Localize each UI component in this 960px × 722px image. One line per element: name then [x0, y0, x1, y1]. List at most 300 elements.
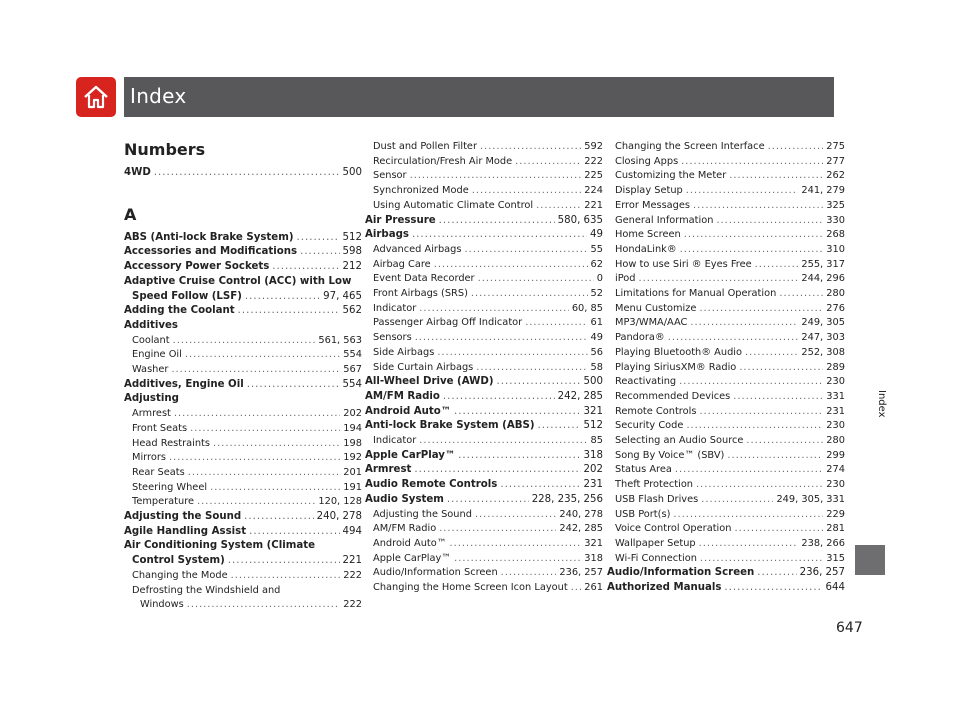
- index-entry-pages[interactable]: 58: [590, 361, 603, 373]
- index-entry-pages[interactable]: 201: [343, 466, 362, 478]
- index-entry-label: Event Data Recorder: [373, 273, 475, 285]
- index-entry[interactable]: [365, 243, 603, 258]
- index-entry[interactable]: [365, 537, 603, 552]
- index-entry-label: Additives, Engine Oil: [124, 378, 244, 390]
- dot-leader: [690, 316, 798, 331]
- index-entry-pages[interactable]: 494: [342, 525, 362, 537]
- index-entry-label: Recirculation/Fresh Air Mode: [373, 155, 513, 167]
- dot-leader: [681, 155, 823, 170]
- dot-leader: [779, 287, 823, 302]
- index-entry-pages[interactable]: 261: [584, 582, 603, 594]
- index-entry-label: Authorized Manuals: [607, 582, 722, 594]
- index-entry[interactable]: [365, 493, 603, 508]
- index-entry-label: Adjusting the Sound: [124, 511, 242, 523]
- dot-leader: [733, 390, 823, 405]
- index-entry[interactable]: [124, 539, 362, 554]
- dot-leader: [213, 437, 340, 452]
- index-entry[interactable]: [607, 243, 845, 258]
- dot-leader: [231, 569, 341, 584]
- index-entry-label: Rear Seats: [132, 466, 185, 478]
- index-entry-pages[interactable]: 325: [826, 199, 845, 211]
- index-entry-pages[interactable]: 56: [590, 346, 603, 358]
- index-entry[interactable]: [365, 522, 603, 537]
- side-tab-marker: [855, 545, 885, 575]
- dot-leader: [696, 478, 823, 493]
- index-entry[interactable]: [607, 434, 845, 449]
- dot-leader: [684, 228, 824, 243]
- index-entry[interactable]: [365, 508, 603, 523]
- dot-leader: [478, 272, 594, 287]
- index-entry[interactable]: [124, 451, 362, 466]
- index-entry[interactable]: [124, 348, 362, 363]
- index-entry-pages[interactable]: 580, 635: [557, 214, 603, 226]
- index-entry-label: Airbags: [365, 229, 409, 241]
- index-entry[interactable]: [365, 258, 603, 273]
- index-entry-pages[interactable]: 244, 296: [801, 273, 845, 285]
- index-entry[interactable]: [124, 407, 362, 422]
- index-entry-pages[interactable]: 567: [343, 364, 362, 376]
- dot-leader: [458, 449, 580, 464]
- index-entry-pages[interactable]: 97, 465: [323, 290, 362, 302]
- index-entry-label: iPod: [615, 273, 636, 285]
- index-entry[interactable]: [607, 155, 845, 170]
- index-entry[interactable]: [607, 449, 845, 464]
- index-entry-label: Display Setup: [615, 185, 683, 197]
- index-entry-label: Agile Handling Assist: [124, 525, 247, 537]
- index-entry[interactable]: [607, 508, 845, 523]
- index-entry-pages[interactable]: 262: [826, 170, 845, 182]
- dot-leader: [497, 375, 581, 390]
- index-entry[interactable]: [607, 361, 845, 376]
- index-entry-label: Remote Controls: [615, 405, 697, 417]
- index-entry-pages[interactable]: 277: [826, 155, 845, 167]
- dot-leader: [419, 434, 587, 449]
- index-entry-pages[interactable]: 310: [826, 243, 845, 255]
- index-entry[interactable]: [124, 510, 362, 525]
- index-entry[interactable]: [607, 228, 845, 243]
- dot-leader: [536, 199, 581, 214]
- index-entry[interactable]: [607, 493, 845, 508]
- index-entry[interactable]: [124, 437, 362, 452]
- index-entry-pages[interactable]: 331: [826, 390, 845, 402]
- index-entry-pages[interactable]: 554: [343, 349, 362, 361]
- index-entry[interactable]: [365, 375, 603, 390]
- index-entry[interactable]: [124, 392, 362, 407]
- index-entry[interactable]: [607, 214, 845, 229]
- dot-leader: [500, 478, 580, 493]
- index-entry-label: Head Restraints: [132, 437, 210, 449]
- index-entry-pages[interactable]: 512: [583, 420, 603, 432]
- section-heading: Numbers: [124, 140, 206, 159]
- index-entry[interactable]: [365, 419, 603, 434]
- index-entry[interactable]: [607, 184, 845, 199]
- index-entry-label: Customizing the Meter: [615, 170, 727, 182]
- index-entry[interactable]: [124, 584, 362, 599]
- index-entry-pages[interactable]: 318: [583, 449, 603, 461]
- index-entry[interactable]: [124, 554, 362, 569]
- index-entry-pages[interactable]: 554: [342, 378, 362, 390]
- index-entry-pages[interactable]: 249, 305, 331: [776, 493, 845, 505]
- dot-leader: [437, 346, 587, 361]
- index-entry-pages[interactable]: 242, 285: [557, 390, 603, 402]
- index-entry-label: Control System): [132, 555, 225, 567]
- index-entry[interactable]: [607, 272, 845, 287]
- index-entry-pages[interactable]: 318: [584, 552, 603, 564]
- index-entry-label: Error Messages: [615, 199, 691, 211]
- index-entry-label: Audio/Information Screen: [607, 567, 755, 579]
- index-entry-pages[interactable]: 281: [826, 523, 845, 535]
- index-entry-label: Playing Bluetooth® Audio: [615, 346, 743, 358]
- index-entry-pages[interactable]: 202: [583, 464, 603, 476]
- dot-leader: [675, 463, 823, 478]
- index-entry-pages[interactable]: 236, 257: [559, 567, 603, 579]
- index-entry[interactable]: [607, 522, 845, 537]
- index-entry-label: Sensor: [373, 170, 407, 182]
- index-entry-label: Airbag Care: [373, 258, 431, 270]
- index-entry[interactable]: [365, 361, 603, 376]
- index-entry-label: Steering Wheel: [132, 481, 208, 493]
- dot-leader: [244, 510, 313, 525]
- index-entry-label: Defrosting the Windshield and: [132, 584, 281, 596]
- index-entry-pages[interactable]: 55: [590, 243, 603, 255]
- index-entry-pages[interactable]: 120, 128: [318, 496, 362, 508]
- index-entry[interactable]: [607, 390, 845, 405]
- index-entry-label: Speed Follow (LSF): [132, 290, 242, 302]
- dot-leader: [173, 334, 316, 349]
- index-entry-pages[interactable]: 228, 235, 256: [531, 493, 603, 505]
- index-entry-pages[interactable]: 230: [826, 376, 845, 388]
- page-title: Index: [130, 84, 187, 108]
- index-entry[interactable]: [365, 581, 603, 596]
- index-entry[interactable]: [365, 346, 603, 361]
- index-entry-pages[interactable]: 230: [826, 479, 845, 491]
- index-column-3: [607, 140, 845, 596]
- dot-leader: [247, 378, 340, 393]
- dot-leader: [454, 552, 581, 567]
- index-entry-label: Home Screen: [615, 229, 681, 241]
- index-entry[interactable]: [365, 478, 603, 493]
- index-entry-label: Indicator: [373, 302, 417, 314]
- index-entry-pages[interactable]: 644: [825, 582, 845, 594]
- index-entry-label: AM/FM Radio: [373, 523, 437, 535]
- index-entry[interactable]: [365, 287, 603, 302]
- dot-leader: [450, 537, 582, 552]
- index-entry-pages[interactable]: 236, 257: [799, 567, 845, 579]
- header-bar: [124, 77, 834, 117]
- index-entry-pages[interactable]: 85: [590, 435, 603, 447]
- index-entry-pages[interactable]: 225: [584, 170, 603, 182]
- index-entry-label: 4WD: [124, 167, 151, 178]
- dot-leader: [414, 463, 580, 478]
- index-entry-label: Side Curtain Airbags: [373, 361, 474, 373]
- index-entry[interactable]: [124, 495, 362, 510]
- index-entry-pages[interactable]: 224: [584, 185, 603, 197]
- index-entry-pages[interactable]: 299: [826, 449, 845, 461]
- index-entry-pages[interactable]: 255, 317: [801, 258, 845, 270]
- index-entry-pages[interactable]: 561, 563: [318, 334, 362, 346]
- index-entry[interactable]: [365, 434, 603, 449]
- index-entry-label: USB Flash Drives: [615, 493, 699, 505]
- index-entry-pages[interactable]: 222: [584, 155, 603, 167]
- index-entry-label: Security Code: [615, 420, 684, 432]
- index-entry-pages[interactable]: 62: [590, 258, 603, 270]
- dot-leader: [228, 554, 340, 569]
- dot-leader: [724, 581, 822, 596]
- index-entry[interactable]: [124, 275, 362, 290]
- index-entry-label: Synchronized Mode: [373, 185, 469, 197]
- index-entry-label: Android Auto™: [365, 405, 451, 417]
- index-entry-label: Audio System: [365, 493, 444, 505]
- index-entry-label: Voice Control Operation: [615, 523, 732, 535]
- index-entry-pages[interactable]: 268: [826, 229, 845, 241]
- index-entry-pages[interactable]: 192: [343, 452, 362, 464]
- index-entry-pages[interactable]: 221: [584, 199, 603, 211]
- index-entry[interactable]: [365, 140, 603, 155]
- dot-leader: [296, 231, 339, 246]
- index-entry[interactable]: [365, 449, 603, 464]
- dot-leader: [673, 508, 823, 523]
- index-entry[interactable]: [607, 331, 845, 346]
- index-entry-label: USB Port(s): [615, 508, 671, 520]
- index-entry[interactable]: [365, 566, 603, 581]
- dot-leader: [272, 260, 339, 275]
- dot-leader: [415, 331, 588, 346]
- index-entry-pages[interactable]: 222: [343, 569, 362, 581]
- dot-leader: [476, 361, 587, 376]
- dot-leader: [197, 495, 315, 510]
- index-entry-label: Changing the Screen Interface: [615, 141, 765, 152]
- index-entry[interactable]: [607, 552, 845, 567]
- index-entry-pages[interactable]: 60, 85: [571, 302, 603, 314]
- index-entry-pages[interactable]: 240, 278: [559, 508, 603, 520]
- dot-leader: [169, 451, 340, 466]
- index-entry[interactable]: [365, 463, 603, 478]
- index-entry-label: Theft Protection: [615, 479, 694, 491]
- dot-leader: [739, 361, 823, 376]
- index-entry[interactable]: [607, 199, 845, 214]
- index-entry-pages[interactable]: 274: [826, 464, 845, 476]
- index-entry-label: Front Seats: [132, 422, 188, 434]
- index-entry-pages[interactable]: 247, 303: [801, 332, 845, 344]
- index-entry-pages[interactable]: 0: [596, 273, 603, 285]
- index-entry-label: Accessories and Modifications: [124, 246, 298, 258]
- index-entry-label: Limitations for Manual Operation: [615, 288, 777, 300]
- index-entry[interactable]: [607, 169, 845, 184]
- index-entry[interactable]: [607, 346, 845, 361]
- index-entry-label: Coolant: [132, 334, 170, 346]
- index-entry-pages[interactable]: 321: [583, 405, 603, 417]
- index-entry[interactable]: [607, 463, 845, 478]
- index-entry-label: Air Pressure: [365, 214, 436, 226]
- index-entry[interactable]: [365, 405, 603, 420]
- index-entry[interactable]: [607, 405, 845, 420]
- index-entry-label: Audio Remote Controls: [365, 479, 498, 491]
- dot-leader: [699, 537, 799, 552]
- index-entry[interactable]: [607, 566, 845, 581]
- index-entry-label: All-Wheel Drive (AWD): [365, 376, 494, 388]
- index-entry-list: [124, 166, 362, 181]
- index-entry[interactable]: [124, 304, 362, 319]
- index-entry-pages[interactable]: 231: [583, 479, 603, 491]
- index-entry-label: Menu Customize: [615, 302, 697, 314]
- index-entry-label: Adjusting: [124, 393, 179, 405]
- index-entry[interactable]: [124, 481, 362, 496]
- index-entry-pages[interactable]: 221: [342, 555, 362, 567]
- index-entry-label: Windows: [140, 599, 184, 611]
- index-entry-pages[interactable]: 229: [826, 508, 845, 520]
- index-entry[interactable]: [607, 316, 845, 331]
- index-entry-label: Accessory Power Sockets: [124, 261, 270, 273]
- index-entry[interactable]: [124, 466, 362, 481]
- index-entry-pages[interactable]: 49: [590, 332, 603, 344]
- dot-leader: [439, 214, 555, 229]
- index-entry[interactable]: [365, 272, 603, 287]
- index-entry[interactable]: [124, 166, 362, 181]
- index-entry-pages[interactable]: 280: [826, 435, 845, 447]
- index-entry[interactable]: [124, 363, 362, 378]
- index-entry[interactable]: [607, 258, 845, 273]
- index-entry-pages[interactable]: 321: [584, 537, 603, 549]
- index-entry-pages[interactable]: 289: [826, 361, 845, 373]
- home-icon-tile[interactable]: [76, 77, 116, 117]
- index-column-1: [124, 140, 362, 613]
- index-entry[interactable]: [607, 478, 845, 493]
- dot-leader: [419, 302, 569, 317]
- index-entry-label: Armrest: [365, 464, 412, 476]
- dot-leader: [700, 552, 823, 567]
- index-entry-pages[interactable]: 198: [343, 437, 362, 449]
- index-entry[interactable]: [607, 287, 845, 302]
- index-entry-pages[interactable]: 241, 279: [801, 185, 845, 197]
- index-entry-pages[interactable]: 194: [343, 422, 362, 434]
- index-entry[interactable]: [124, 378, 362, 393]
- index-entry[interactable]: [124, 422, 362, 437]
- index-entry[interactable]: [365, 331, 603, 346]
- index-entry-label: Passenger Airbag Off Indicator: [373, 317, 523, 329]
- index-entry-label: Adding the Coolant: [124, 305, 235, 317]
- index-entry-label: Apple CarPlay™: [365, 449, 456, 461]
- index-entry-pages[interactable]: 238, 266: [801, 537, 845, 549]
- index-entry[interactable]: [365, 316, 603, 331]
- index-entry[interactable]: [607, 419, 845, 434]
- dot-leader: [480, 140, 581, 155]
- index-entry-label: Recommended Devices: [615, 390, 731, 402]
- index-entry-label: Changing the Mode: [132, 569, 228, 581]
- dot-leader: [680, 243, 824, 258]
- index-entry-pages[interactable]: 191: [343, 481, 362, 493]
- index-entry[interactable]: [365, 228, 603, 243]
- dot-leader: [729, 169, 823, 184]
- index-entry-label: Armrest: [132, 408, 171, 420]
- index-entry[interactable]: [607, 537, 845, 552]
- index-entry-pages[interactable]: 275: [826, 141, 845, 152]
- index-entry[interactable]: [365, 214, 603, 229]
- dot-leader: [716, 214, 823, 229]
- index-entry[interactable]: [365, 199, 603, 214]
- section-heading: A: [124, 204, 137, 224]
- dot-leader: [755, 258, 799, 273]
- index-entry[interactable]: [607, 375, 845, 390]
- index-entry[interactable]: [124, 598, 362, 613]
- index-entry-pages[interactable]: 280: [826, 288, 845, 300]
- index-entry[interactable]: [365, 184, 603, 199]
- index-entry[interactable]: [365, 155, 603, 170]
- index-entry[interactable]: [607, 302, 845, 317]
- index-entry-pages[interactable]: 61: [590, 317, 603, 329]
- index-entry-pages[interactable]: 500: [342, 167, 362, 178]
- dot-leader: [210, 481, 340, 496]
- index-entry[interactable]: [124, 290, 362, 305]
- dot-leader: [699, 302, 823, 317]
- page-number: 647: [836, 620, 863, 636]
- index-entry-pages[interactable]: 240, 278: [316, 511, 362, 523]
- dot-leader: [501, 566, 557, 581]
- index-entry[interactable]: [124, 525, 362, 540]
- index-entry[interactable]: [124, 245, 362, 260]
- index-entry-pages[interactable]: 500: [583, 376, 603, 388]
- dot-leader: [515, 155, 581, 170]
- index-entry-pages[interactable]: 252, 308: [801, 346, 845, 358]
- index-entry-pages[interactable]: 562: [342, 305, 362, 317]
- index-entry-pages[interactable]: 315: [826, 552, 845, 564]
- index-entry-label: Closing Apps: [615, 155, 679, 167]
- index-entry-label: Playing SiriusXM® Radio: [615, 361, 737, 373]
- index-entry-label: Pandora®: [615, 332, 665, 344]
- index-entry-pages[interactable]: 230: [826, 420, 845, 432]
- index-entry-label: Anti-lock Brake System (ABS): [365, 420, 535, 432]
- index-entry-pages[interactable]: 242, 285: [559, 523, 603, 535]
- index-entry-pages[interactable]: 512: [342, 231, 362, 243]
- dot-leader: [475, 508, 556, 523]
- dot-leader: [245, 290, 320, 305]
- index-entry-pages[interactable]: 330: [826, 214, 845, 226]
- dot-leader: [465, 243, 588, 258]
- index-entry-label: Apple CarPlay™: [373, 552, 452, 564]
- index-entry[interactable]: [124, 231, 362, 246]
- dot-leader: [412, 228, 587, 243]
- dot-leader: [190, 422, 340, 437]
- index-entry-label: Android Auto™: [373, 537, 447, 549]
- index-entry-pages[interactable]: 592: [584, 141, 603, 152]
- index-entry-label: Wi-Fi Connection: [615, 552, 697, 564]
- index-entry-pages[interactable]: 598: [342, 246, 362, 258]
- index-entry-pages[interactable]: 249, 305: [801, 317, 845, 329]
- index-entry-pages[interactable]: 222: [343, 599, 362, 611]
- index-entry[interactable]: [607, 581, 845, 596]
- dot-leader: [300, 245, 339, 260]
- index-entry-pages[interactable]: 212: [342, 261, 362, 273]
- dot-leader: [727, 449, 823, 464]
- index-entry-label: Status Area: [615, 464, 672, 476]
- index-entry[interactable]: [365, 390, 603, 405]
- index-entry[interactable]: [365, 552, 603, 567]
- index-entry-pages[interactable]: 231: [826, 405, 845, 417]
- dot-leader: [410, 169, 582, 184]
- dot-leader: [187, 598, 341, 613]
- index-entry[interactable]: [124, 334, 362, 349]
- index-entry-pages[interactable]: 276: [826, 302, 845, 314]
- index-entry[interactable]: [124, 260, 362, 275]
- index-entry-label: Changing the Home Screen Icon Layout: [373, 582, 568, 594]
- index-entry-pages[interactable]: 52: [590, 288, 603, 300]
- index-entry[interactable]: [365, 169, 603, 184]
- index-entry-pages[interactable]: 49: [590, 229, 603, 241]
- index-entry[interactable]: [124, 569, 362, 584]
- index-entry-pages[interactable]: 202: [343, 408, 362, 420]
- index-entry[interactable]: [607, 140, 845, 155]
- index-entry[interactable]: [124, 319, 362, 334]
- index-entry[interactable]: [365, 302, 603, 317]
